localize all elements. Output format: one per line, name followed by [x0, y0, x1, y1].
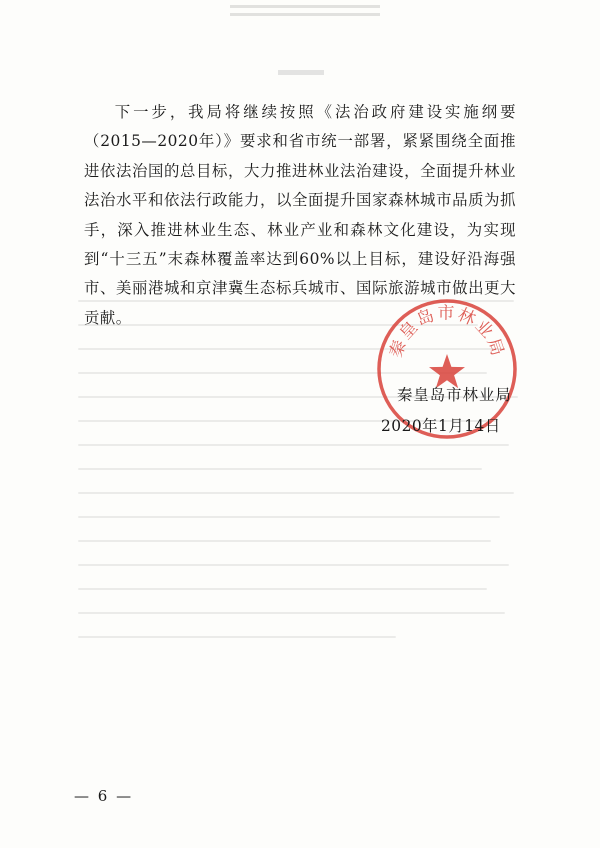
signature-block: [0, 383, 600, 443]
page-number: — 6 —: [74, 787, 134, 805]
top-bleed-mark: [230, 0, 380, 16]
issuing-organization: 秦皇岛市林业局: [397, 386, 512, 404]
faint-mark: [278, 70, 324, 75]
seal-text: 秦皇岛市林业局: [386, 303, 508, 361]
issue-date: 2020年1月14日: [381, 417, 501, 435]
body-paragraph: 下一步，我局将继续按照《法治政府建设实施纲要（2015—2020年）》要求和省市统一部署，紧紧围绕全面推进依法治国的总目标，大力推进林业法治建设，全面提升林业法治水平和依法行政能力，以全面提升国家森林城市品质为抓手，深入推进林业生态、林业产业和森林文化建设，为实现到“十三五”末森林覆盖率达到60%以上目标，建设好沿海强市、美丽港城和京津冀生态标兵城市、国际旅游城市做出更大贡献。: [84, 103, 516, 327]
